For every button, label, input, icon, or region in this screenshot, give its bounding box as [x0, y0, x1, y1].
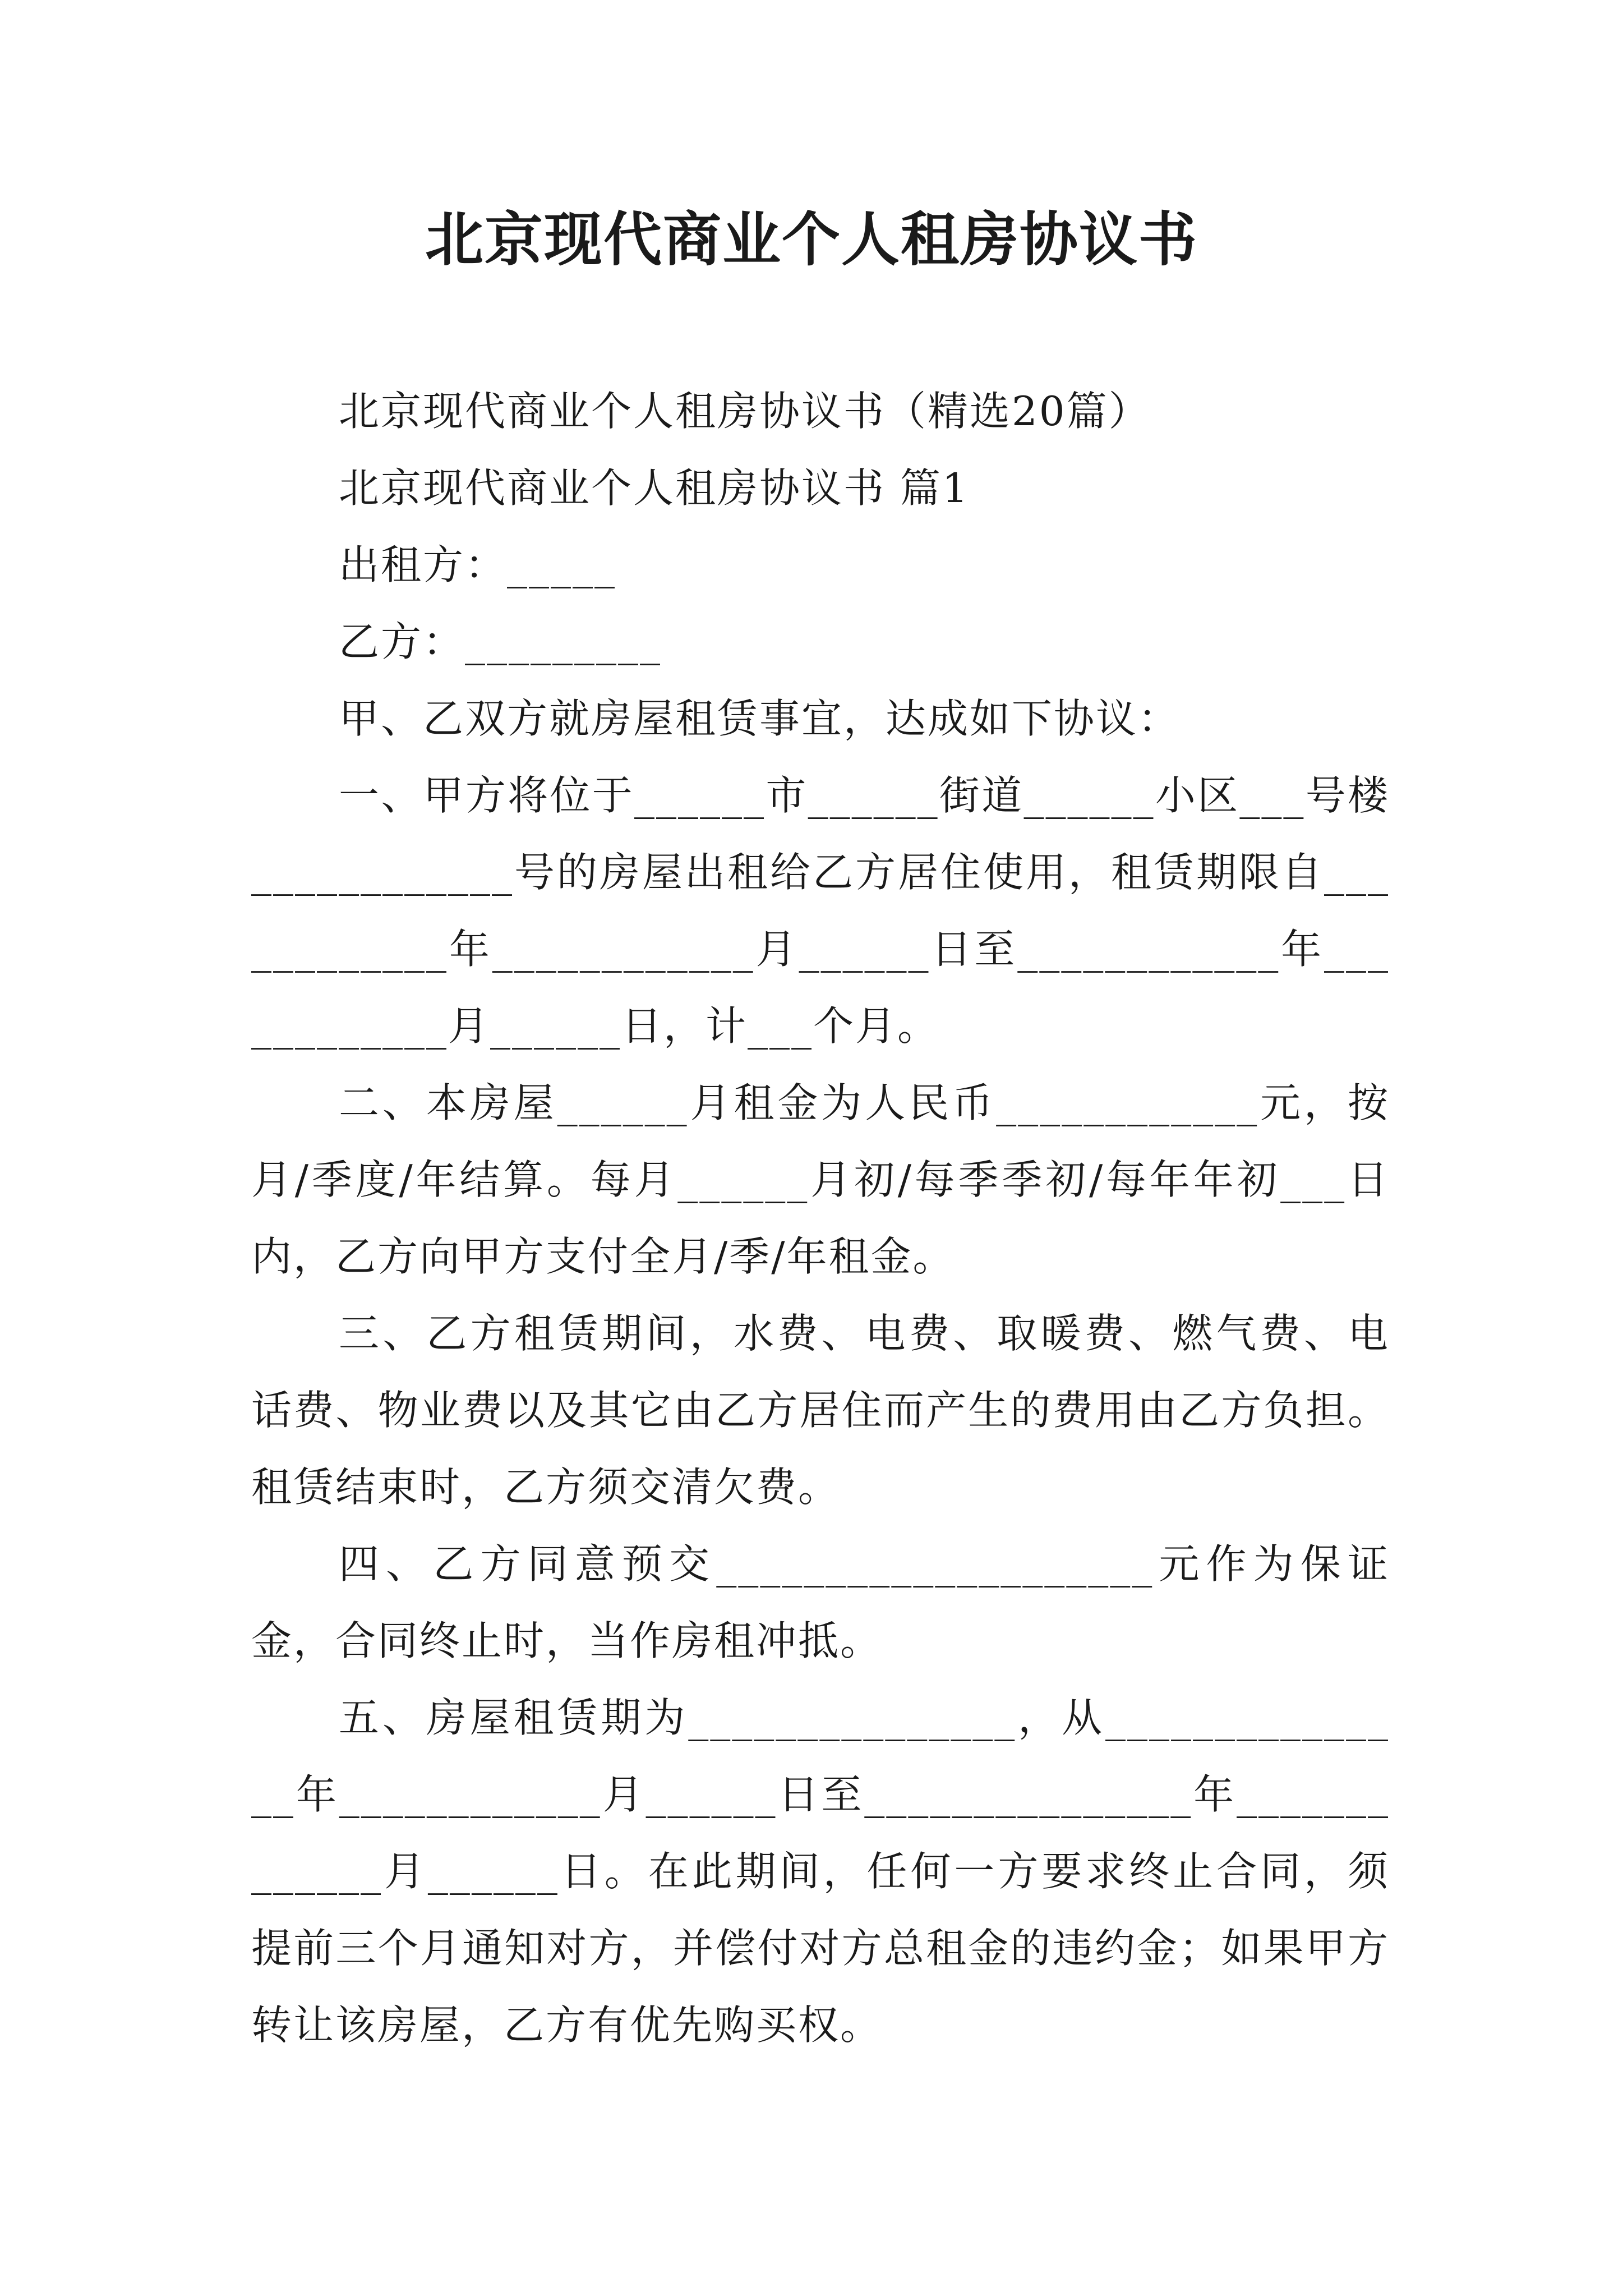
paragraph-clause-2: 二、本房屋______月租金为人民币____________元，按月/季度/年结算。每月______月初/每季季初/每年年初___日内，乙方向甲方支付全月/季/年租金。	[251, 1079, 1390, 1280]
document-title: 北京现代商业个人租房协议书	[425, 205, 1198, 274]
paragraph-lessor: 出租方：_____	[339, 541, 617, 588]
paragraph-agreement-intro: 甲、乙双方就房屋租赁事宜，达成如下协议：	[339, 695, 1181, 742]
paragraph-party-b: 乙方：_________	[339, 618, 662, 665]
paragraph-clause-1: 一、甲方将位于______市______街道______小区___号楼____________号的房屋出租给乙方居住使用，租赁期限自____________年____________月______日至____________年____________月______日，计___个月。	[251, 772, 1390, 1050]
paragraph-clause-3: 三、乙方租赁期间，水费、电费、取暖费、燃气费、电话费、物业费以及其它由乙方居住而产生的费用由乙方负担。租赁结束时，乙方须交清欠费。	[251, 1310, 1390, 1511]
paragraph-clause-4: 四、乙方同意预交____________________元作为保证金，合同终止时，当作房租冲抵。	[251, 1540, 1390, 1664]
paragraph-clause-5: 五、房屋租赁期为_______________，从_______________年____________月______日至_______________年_____________月______日。在此期间，任何一方要求终止合同，须提前三个月通知对方，并偿付对方总租金的违约金；如果甲方转让该房屋，乙方有优先购买权。	[251, 1694, 1390, 2049]
document-body	[251, 373, 1390, 2064]
paragraph-subtitle: 北京现代商业个人租房协议书（精选20篇）	[339, 388, 1151, 435]
paragraph-section-heading: 北京现代商业个人租房协议书 篇1	[339, 464, 970, 512]
